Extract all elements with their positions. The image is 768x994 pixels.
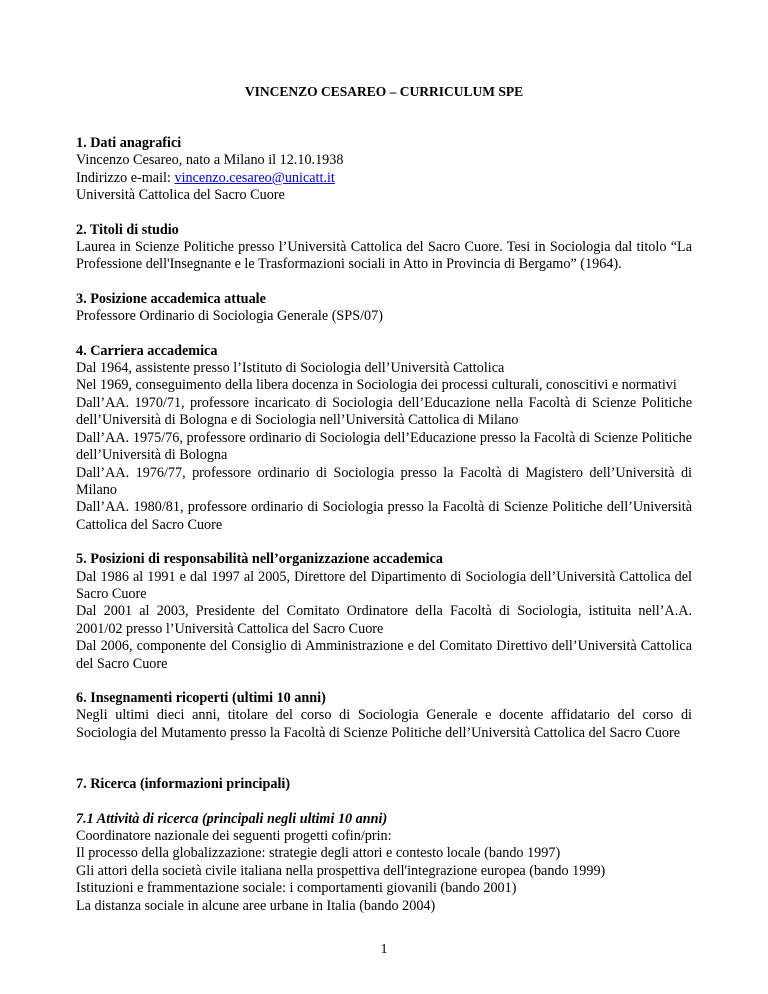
section-heading: 5. Posizioni di responsabilità nell’organizzazione accademica [76, 551, 444, 568]
career-item: Nel 1969, conseguimento della libera docenza in Sociologia dei processi culturali, conoscitivi e normativi [76, 377, 677, 394]
education-text: Laurea in Scienze Politiche presso l’Università Cattolica del Sacro Cuore. Tesi in Sociologia dal titolo “La Professione dell'Insegnante e le Trasformazioni sociali in Atto in Provincia di Bergamo” (1964). [76, 239, 692, 273]
affiliation: Università Cattolica del Sacro Cuore [76, 187, 285, 204]
document-title: VINCENZO CESAREO – CURRICULUM SPE [244, 84, 524, 99]
career-item: Dall’AA. 1970/71, professore incaricato di Sociologia dell’Educazione nella Facoltà di Scienze Politiche dell’Università di Bologna e di Sociologia nell’Università Cattolica di Milano [76, 394, 692, 429]
section-research [76, 776, 692, 793]
email-link[interactable]: vincenzo.cesareo@unicatt.it [174, 169, 335, 186]
section-teaching [76, 690, 692, 742]
section-heading: 1. Dati anagrafici [76, 135, 182, 151]
section-research-activities [76, 811, 692, 915]
career-item: Dall’AA. 1976/77, professore ordinario di Sociologia presso la Facoltà di Magistero dell’Università di Milano [76, 464, 692, 498]
responsibility-item: Dal 1986 al 1991 e dal 1997 al 2005, Direttore del Dipartimento di Sociologia dell’Università Cattolica del Sacro Cuore [76, 568, 692, 602]
career-item: Dal 1964, assistente presso l’Istituto di Sociologia dell’Università Cattolica [76, 360, 505, 377]
position-text: Professore Ordinario di Sociologia Generale (SPS/07) [76, 308, 383, 325]
section-heading: 3. Posizione accademica attuale [76, 290, 266, 307]
teaching-text: Negli ultimi dieci anni, titolare del corso di Sociologia Generale e docente affidatario del corso di Sociologia del Mutamento presso la Facoltà di Scienze Politiche dell’Università Cattolica del Sacro Cuore [76, 707, 692, 741]
section-academic-career [76, 343, 692, 534]
section-heading: 7. Ricerca (informazioni principali) [76, 776, 291, 793]
section-education [76, 222, 692, 274]
subsection-heading: 7.1 Attività di ricerca (principali negli ultimi 10 anni) [76, 810, 388, 827]
research-item: Istituzioni e frammentazione sociale: i comportamenti giovanili (bando 2001) [76, 880, 517, 897]
email-line [76, 170, 692, 187]
email-label: Indirizzo e-mail: [76, 169, 175, 186]
research-item: Il processo della globalizzazione: strategie degli attori e contesto locale (bando 1997) [76, 845, 561, 862]
section-heading: 6. Insegnamenti ricoperti (ultimi 10 anni) [76, 689, 326, 706]
research-item: Coordinatore nazionale dei seguenti progetti cofin/prin: [76, 828, 392, 844]
section-responsibilities [76, 551, 692, 673]
research-item: La distanza sociale in alcune aree urbane in Italia (bando 2004) [76, 897, 436, 914]
career-item: Dall’AA. 1980/81, professore ordinario di Sociologia presso la Facoltà di Scienze Politiche dell’Università Cattolica del Sacro Cuore [76, 499, 692, 533]
section-heading: 2. Titoli di studio [76, 221, 179, 238]
document-body [76, 135, 692, 932]
page-number: 1 [380, 942, 388, 957]
career-item: Dall’AA. 1975/76, professore ordinario di Sociologia dell’Educazione presso la Facoltà di Scienze Politiche dell’Università di Bologna [76, 429, 692, 464]
birth-info: Vincenzo Cesareo, nato a Milano il 12.10.1938 [76, 152, 344, 169]
research-item: Gli attori della società civile italiana nella prospettiva dell'integrazione europea (bando 1999) [76, 862, 606, 879]
section-current-position [76, 291, 692, 326]
responsibility-item: Dal 2001 al 2003, Presidente del Comitato Ordinatore della Facoltà di Sociologia, istituita nell’A.A. 2001/02 presso l’Università Cattolica del Sacro Cuore [76, 603, 692, 637]
responsibility-item: Dal 2006, componente del Consiglio di Amministrazione e del Comitato Direttivo dell’Università Cattolica del Sacro Cuore [76, 638, 692, 672]
section-personal-data [76, 135, 692, 205]
section-heading: 4. Carriera accademica [76, 342, 218, 359]
